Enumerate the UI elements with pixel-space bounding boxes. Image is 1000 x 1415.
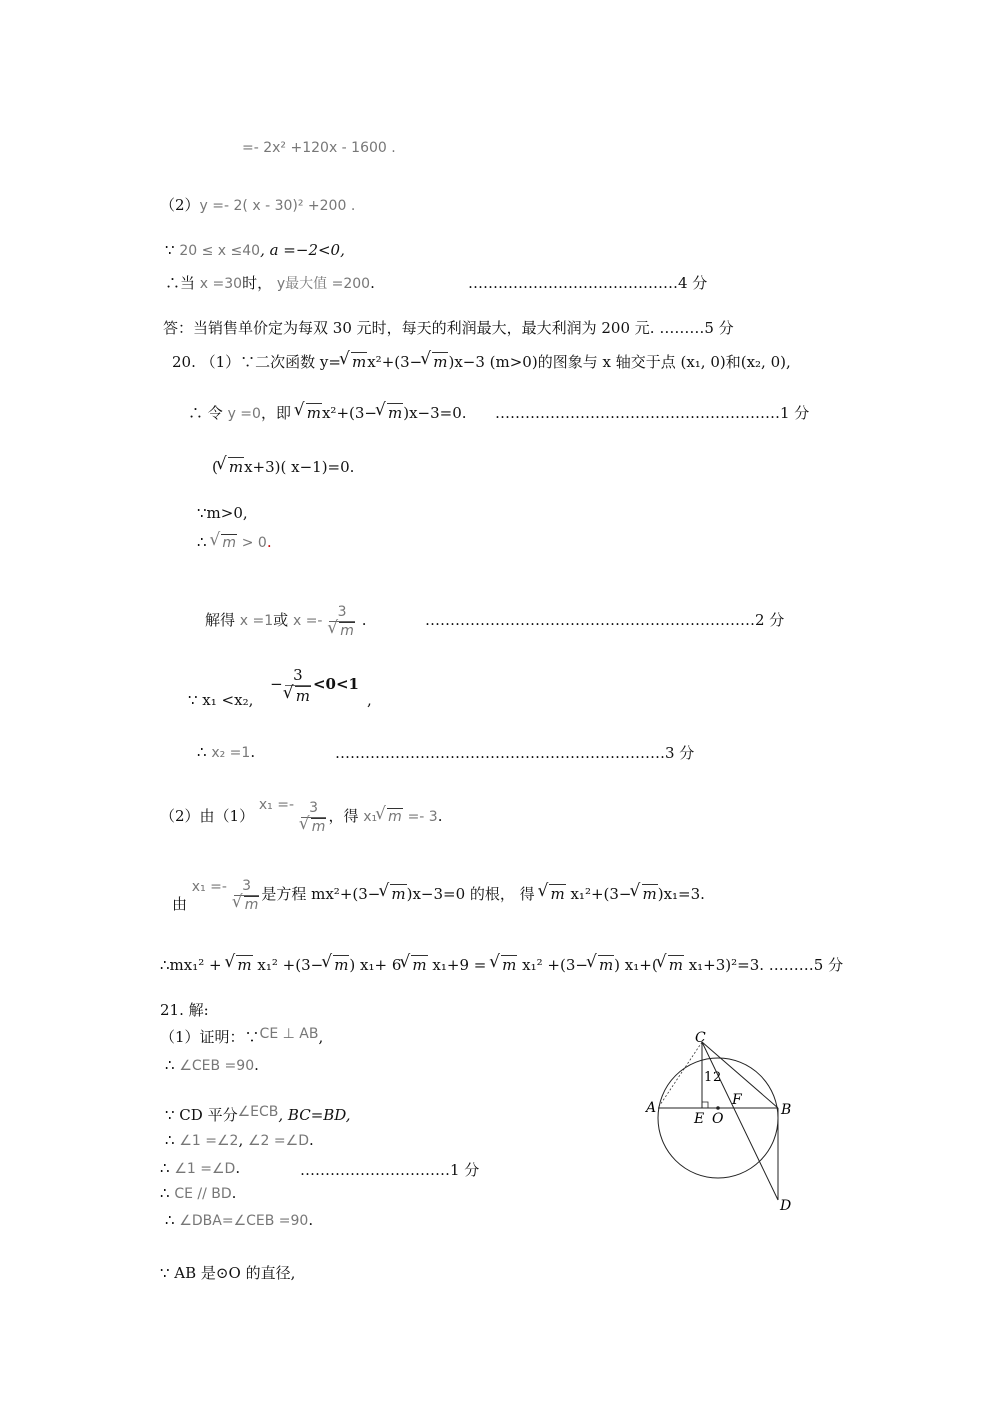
label-o: O [712,1111,724,1127]
q20-heading: 20. （1）∵二次函数 y=√ mx²+(3−√ m)x−3 (m>0)的图象与 x 轴交于点 (x₁, 0)和(x₂, 0), [172,352,791,372]
line-let-y0: ∴ 令 y =0，即 √ mx²+(3−√ m)x−3=0. [188,403,467,424]
line-diameter: ∵ AB 是⊙O 的直径, [160,1264,296,1282]
label-f: F [732,1092,742,1108]
label-a: A [646,1100,657,1116]
segment-ca [658,1042,702,1108]
fraction: 3 √ m [329,603,355,640]
line-sqrt-positive: ∴ √ m > 0. [197,532,272,553]
score-2: …………………………………………………………2 分 [425,611,785,629]
label-b: B [781,1102,792,1118]
label-e: E [694,1111,705,1127]
answer-19: 答：当销售单价定为每双 30 元时，每天的利润最大，最大利润为 200 元. ………5 分 [163,319,734,337]
q20-part2: （2）由（1） x₁ =- 3 √ m ，得 x₁√ m =- 3. [160,792,442,840]
line-vertex-form: （2）y =- 2( x - 30)² +200 . [160,196,356,214]
line-condition: ∵ 20 ≤ x ≤40, a =−2<0, [165,241,345,259]
line-final-identity: ∴mx₁² + √ m x₁² +(3−√ m) x₁+ 6√ m x₁+9 = √ m x₁² +(3−√ m) x₁+(√ m x₁+3)²=3. ………5 分 [160,955,843,975]
line-max-value: ∴当 x =30时， y最大值 =200. [165,274,375,292]
point-o [716,1106,720,1110]
line-expansion: =- 2x² +120x - 1600 . [242,140,396,156]
line-root-of-equation: 由 x₁ =- 3 √ m 是方程 mx²+(3−√ m)x−3=0 的根， 得 √ m x₁²+(3−√ m)x₁=3. [172,868,705,920]
line-parallel: ∴ CE // BD. [160,1184,237,1202]
line-proof-start: （1）证明：∵CE ⊥ AB, [160,1026,324,1046]
line-solutions: 解得 x =1或 x =- 3 √ m . [205,598,366,642]
q21-heading: 21. 解: [160,1001,209,1019]
label-d: D [780,1198,792,1214]
line-angle-ceb: ∴ ∠CEB =90. [165,1056,259,1074]
score-3: …………………………………………………………3 分 [335,744,695,762]
line-x2-equals-1: ∴ x₂ =1. [197,743,256,761]
label-angle2: 2 [713,1070,722,1085]
score-4: ……………………………………4 分 [468,274,708,292]
line-angle1-d: ∴ ∠1 =∠D. [160,1159,241,1177]
score-1b: …………………………1 分 [300,1161,480,1179]
line-angle-equal: ∴ ∠1 =∠2, ∠2 =∠D. [165,1131,314,1149]
right-angle-mark [702,1102,708,1108]
label-angle1: 1 [704,1070,713,1085]
sqrt-m: √ m [341,352,367,372]
line-m-positive: ∵m>0, [197,504,248,522]
geometry-figure [640,1030,800,1220]
line-angle-dba: ∴ ∠DBA=∠CEB =90. [165,1211,314,1229]
score-1: …………………………………………………1 分 [495,404,810,422]
line-factor: (√ mx+3)( x−1)=0. [212,457,354,477]
line-compare: ∵ x₁ <x₂, − 3 √ m <0<1, [188,660,352,708]
line-bisector: ∵ CD 平分∠ECB, BC=BD, [165,1104,351,1124]
label-c: C [695,1030,706,1046]
